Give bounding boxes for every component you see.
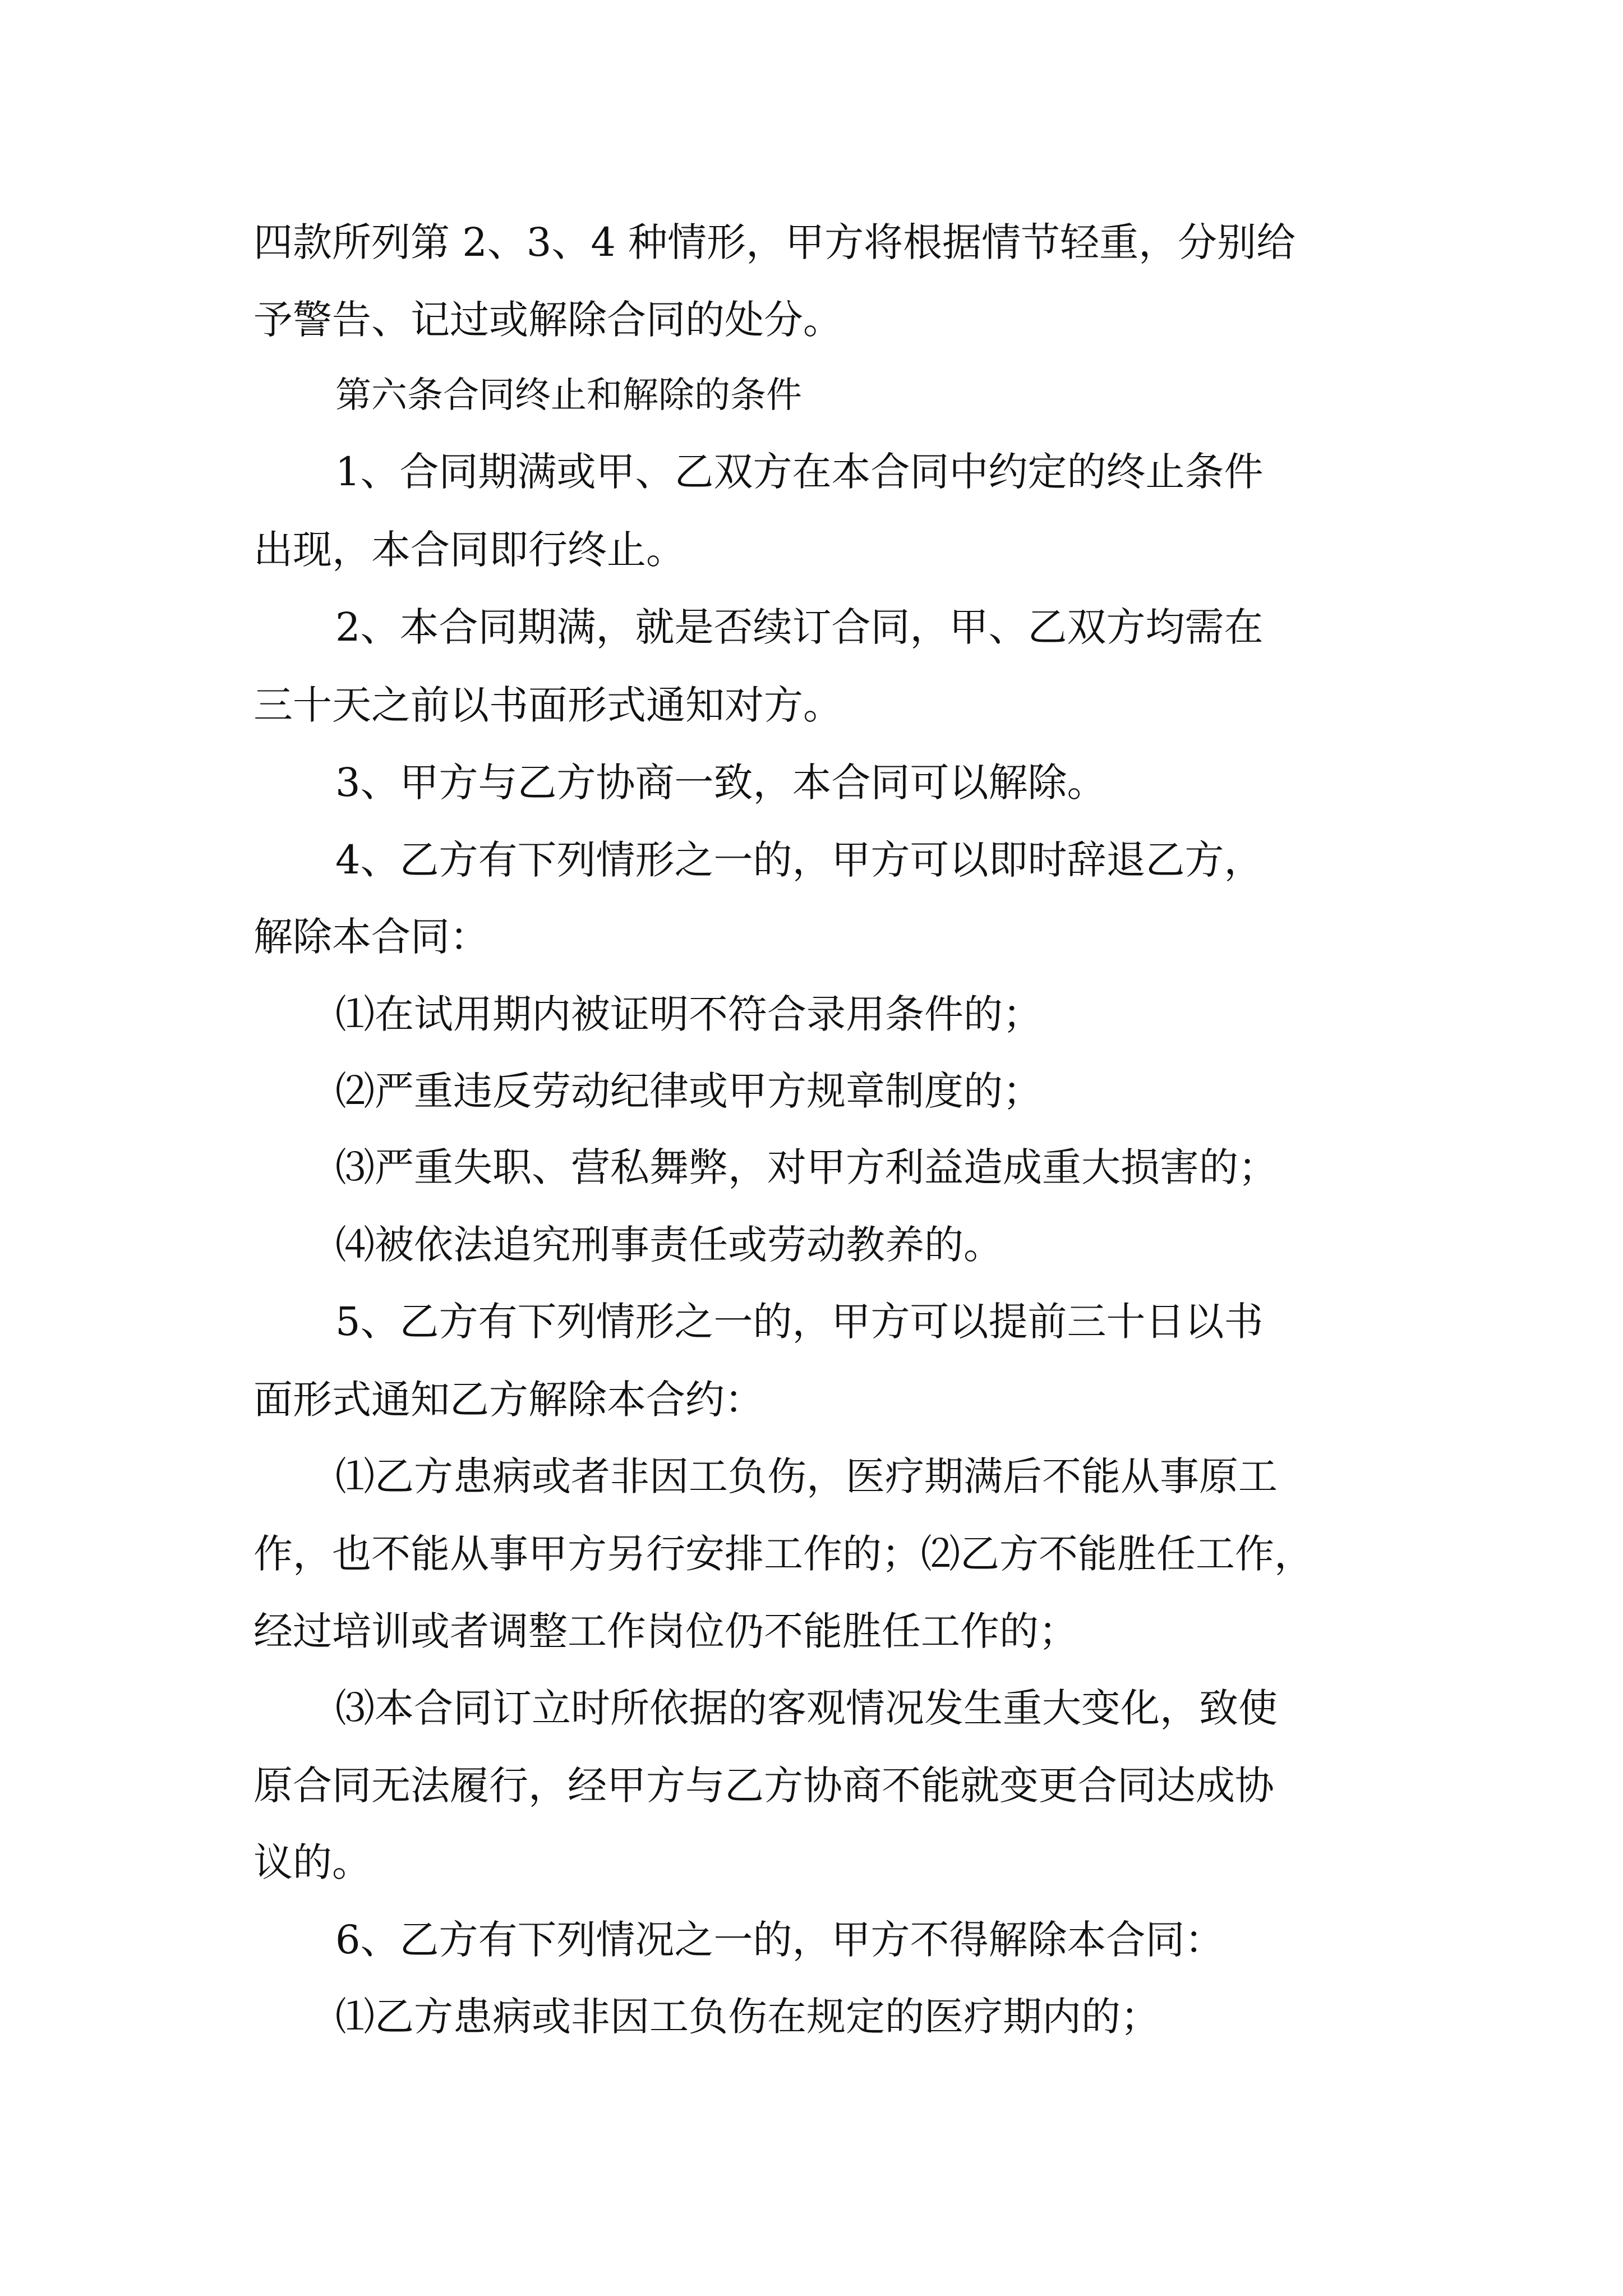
text-line: 面形式通知乙方解除本合约： (253, 1377, 764, 1423)
text-line: 予警告、记过或解除合同的处分。 (253, 297, 842, 343)
list-item: ⑴乙方患病或者非因工负伤，医疗期满后不能从事原工 (335, 1453, 1278, 1499)
text-line: 5、乙方有下列情形之一的，甲方可以提前三十日以书 (335, 1299, 1264, 1345)
list-item: ⑷被依法追究刑事责任或劳动教养的。 (335, 1222, 1003, 1268)
list-item: ⑶本合同订立时所依据的客观情况发生重大变化，致使 (335, 1685, 1278, 1731)
text-line: 三十天之前以书面形式通知对方。 (253, 682, 842, 728)
list-item: ⑶严重失职、营私舞弊，对甲方利益造成重大损害的； (335, 1144, 1278, 1190)
section-heading: 第六条合同终止和解除的条件 (335, 375, 802, 416)
text-line: 解除本合同： (253, 914, 489, 960)
list-item: ⑴乙方患病或非因工负伤在规定的医疗期内的； (335, 1994, 1160, 2040)
text-line: 3、甲方与乙方协商一致，本合同可以解除。 (335, 760, 1106, 806)
text-line: 1、合同期满或甲、乙双方在本合同中约定的终止条件 (335, 449, 1264, 495)
list-item: ⑴在试用期内被证明不符合录用条件的； (335, 991, 1042, 1037)
text-line: 四款所列第 2、3、4 种情形，甲方将根据情节轻重，分别给 (253, 219, 1296, 265)
text-line: 6、乙方有下列情况之一的，甲方不得解除本合同： (335, 1917, 1224, 1963)
text-line: 2、本合同期满，就是否续订合同，甲、乙双方均需在 (335, 604, 1264, 650)
text-line: 作，也不能从事甲方另行安排工作的；⑵乙方不能胜任工作， (253, 1531, 1313, 1577)
text-line: 出现，本合同即行终止。 (253, 527, 685, 573)
text-line: 经过培训或者调整工作岗位仍不能胜任工作的； (253, 1608, 1078, 1654)
text-line: 4、乙方有下列情形之一的，甲方可以即时辞退乙方， (335, 837, 1264, 883)
list-item: ⑵严重违反劳动纪律或甲方规章制度的； (335, 1068, 1042, 1114)
text-line: 原合同无法履行，经甲方与乙方协商不能就变更合同达成协 (253, 1763, 1274, 1809)
text-line: 议的。 (253, 1839, 371, 1885)
